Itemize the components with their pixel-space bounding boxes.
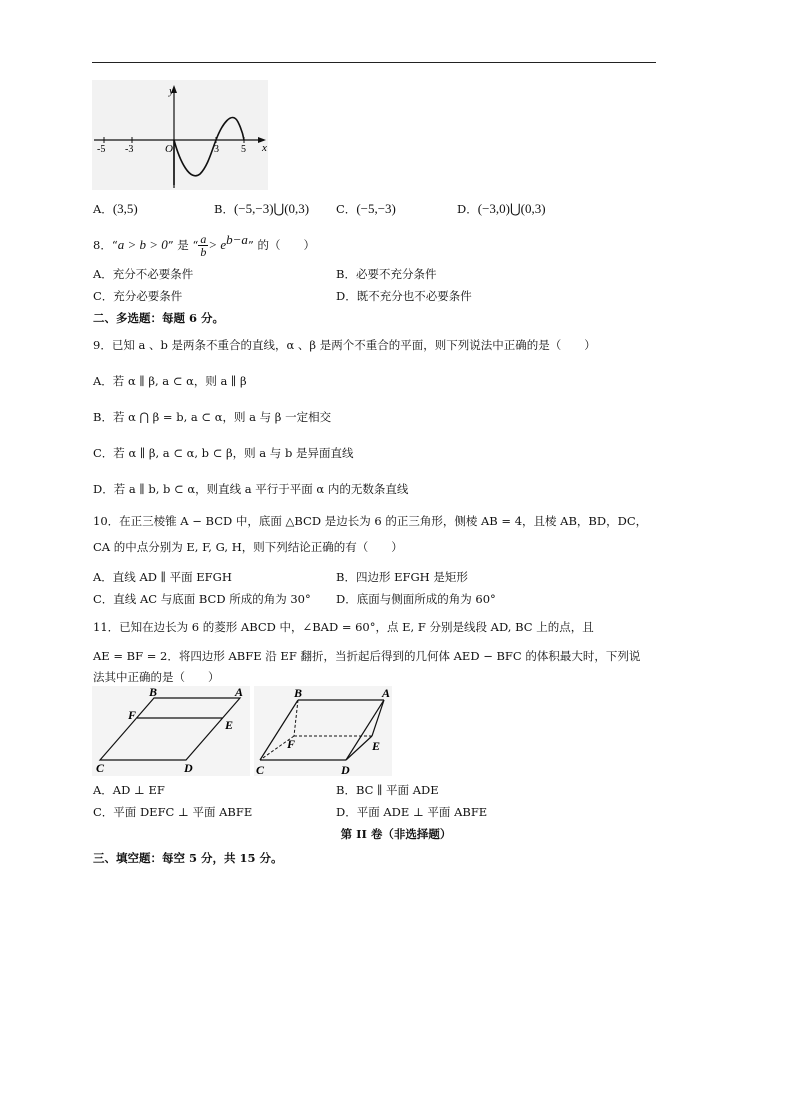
fig2-label-a: A <box>382 686 391 700</box>
fig1-label-d: D <box>184 761 193 775</box>
y-label: y <box>169 85 174 97</box>
q11-option-a[interactable]: A．AD ⊥ EF <box>93 783 165 797</box>
q10-option-d[interactable]: D．底面与侧面所成的角为 60° <box>336 592 496 606</box>
fig2-label-d: D <box>341 763 350 777</box>
q10-option-c[interactable]: C．直线 AC 与底面 BCD 所成的角为 30° <box>93 592 311 606</box>
q7-option-a[interactable]: A．(3,5) <box>93 201 138 216</box>
q11-option-d[interactable]: D．平面 ADE ⊥ 平面 ABFE <box>336 805 488 819</box>
q11-option-b[interactable]: B．BC ∥ 平面 ADE <box>336 783 439 797</box>
fig1-label-c: C <box>96 761 105 775</box>
fig1-label-f: F <box>128 708 137 722</box>
part-2-title: 第 II 卷（非选择题） <box>340 827 452 841</box>
section-2-heading: 二、多选题：每题 6 分。 <box>93 311 225 325</box>
tick-label-5: 5 <box>241 144 246 155</box>
fig2-label-e: E <box>372 739 381 753</box>
fig1-label-e: E <box>225 718 234 732</box>
q8-option-c[interactable]: C．充分必要条件 <box>93 289 183 303</box>
q7-option-c[interactable]: C．(−5,−3) <box>336 201 396 216</box>
tick-label-3: 3 <box>214 144 219 155</box>
q9-option-b[interactable]: B．若 α ⋂ β = b, a ⊂ α，则 a 与 β 一定相交 <box>93 410 332 424</box>
fig2-label-f: F <box>287 737 296 751</box>
q9-option-a[interactable]: A．若 α ∥ β, a ⊂ α，则 a ∥ β <box>93 374 247 388</box>
q9-option-c[interactable]: C．若 α ∥ β, a ⊂ α, b ⊂ β，则 a 与 b 是异面直线 <box>93 446 354 460</box>
q11-option-c[interactable]: C．平面 DEFC ⊥ 平面 ABFE <box>93 805 253 819</box>
q10-stem-line1: 10．在正三棱锥 A − BCD 中，底面 △BCD 是边长为 6 的正三角形，侧棱 AB = 4，且棱 AB，BD，DC， <box>93 514 648 528</box>
q7-option-d[interactable]: D．(−3,0)⋃(0,3) <box>457 201 546 216</box>
folded-solid-figure <box>254 686 394 778</box>
q10-option-a[interactable]: A．直线 AD ∥ 平面 EFGH <box>93 570 232 584</box>
fig1-label-a: A <box>235 686 244 699</box>
q8-fraction: $\frac{a}{b}$ <box>200 232 207 260</box>
q8-option-b[interactable]: B．必要不充分条件 <box>336 267 437 281</box>
q11-stem-line2: AE = BF = 2．将四边形 ABFE 沿 EF 翻折，当折起后得到的几何体 AED − BFC 的体积最大时，下列说 <box>93 649 641 663</box>
header-rule <box>92 62 656 63</box>
q9-stem: 9．已知 a 、b 是两条不重合的直线，α 、β 是两个不重合的平面，则下列说法中正确的是（ ） <box>93 338 596 352</box>
tick-label-neg5: -5 <box>97 144 106 155</box>
q8-stem: 8．“a > b > 0” 是 “ $\frac{a}{b}$ > $e^{b-a}$” 的（ ） <box>93 232 315 260</box>
tick-label-neg3: -3 <box>125 144 134 155</box>
q8-option-d[interactable]: D．既不充分也不必要条件 <box>336 289 472 303</box>
q7-option-b[interactable]: B．(−5,−3)⋃(0,3) <box>214 201 310 216</box>
rhombus-figure <box>92 686 252 778</box>
q8-option-a[interactable]: A．充分不必要条件 <box>93 267 194 281</box>
fig2-label-c: C <box>256 763 265 777</box>
q9-option-d[interactable]: D．若 a ∥ b, b ⊂ α，则直线 a 平行于平面 α 内的无数条直线 <box>93 482 409 496</box>
graph-background <box>92 80 268 190</box>
q11-stem-line3: 法其中正确的是（ ） <box>93 670 220 684</box>
q10-stem-line2: CA 的中点分别为 E, F, G, H，则下列结论正确的有（ ） <box>93 540 403 554</box>
origin-label: O <box>165 143 173 155</box>
q11-stem-line1: 11．已知在边长为 6 的菱形 ABCD 中，∠BAD = 60°，点 E, F 分别是线段 AD, BC 上的点，且 <box>93 620 594 634</box>
fig2-label-b: B <box>294 686 303 700</box>
section-3-heading: 三、填空题：每空 5 分，共 15 分。 <box>93 851 283 865</box>
fig1-label-b: B <box>149 686 158 699</box>
function-graph <box>92 80 272 192</box>
q10-option-b[interactable]: B．四边形 EFGH 是矩形 <box>336 570 468 584</box>
x-label: x <box>262 142 267 154</box>
